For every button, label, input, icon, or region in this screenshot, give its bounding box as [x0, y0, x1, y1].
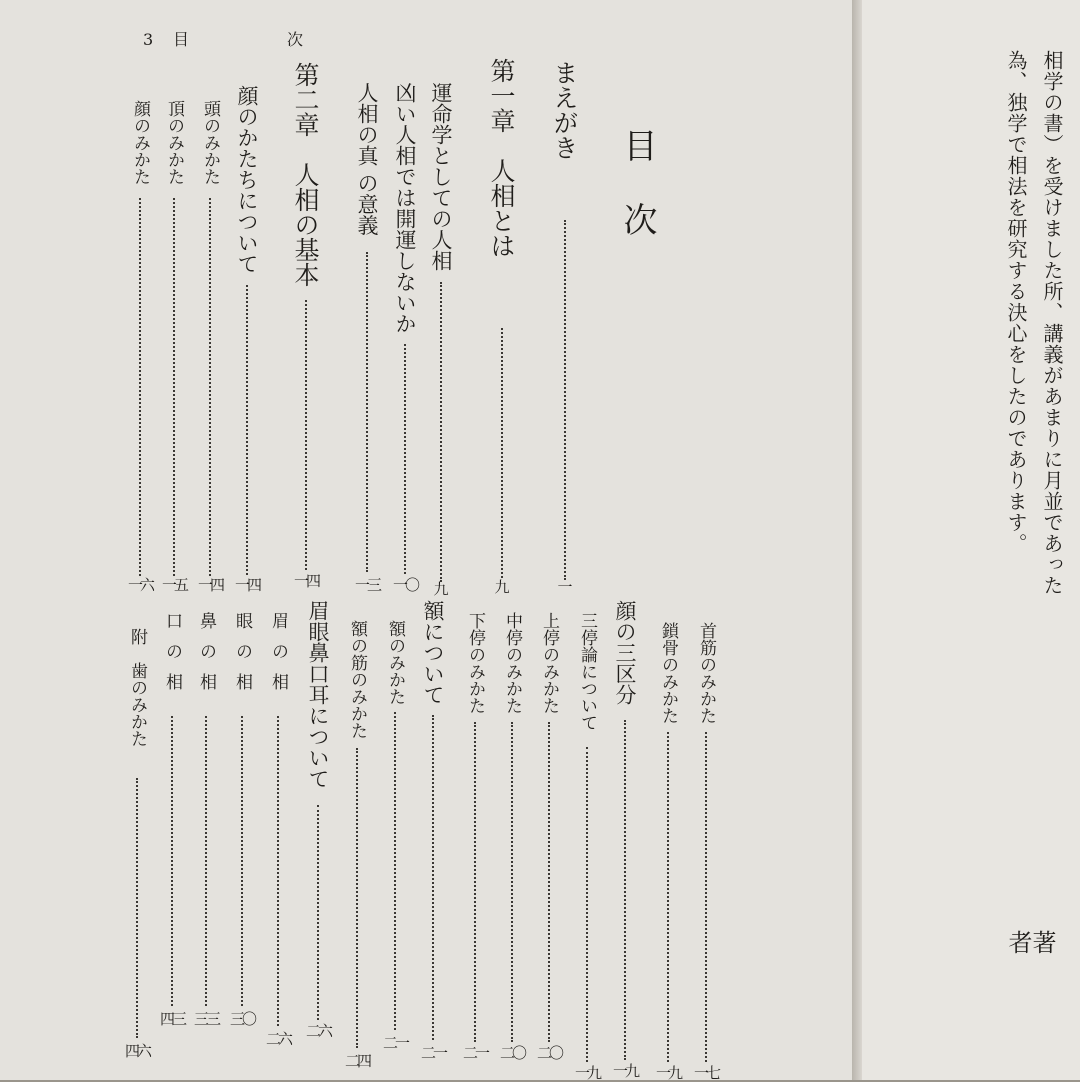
toc-page: 三三 — [194, 1010, 219, 1028]
toc-page: 一四 — [198, 576, 223, 594]
toc-title: 三停論について — [577, 612, 597, 731]
dot-leader — [667, 732, 669, 1062]
toc-page: 一〇 — [392, 576, 417, 594]
toc-title: 鼻 の 相 — [196, 612, 216, 694]
dot-leader — [432, 715, 434, 1040]
preface-line-1: 相学の書）を受けました所、講義があまりに月並であった — [1040, 50, 1064, 596]
toc-page: 九 — [433, 580, 449, 598]
dot-leader — [173, 198, 175, 576]
toc-title: 頂のみかた — [164, 100, 184, 185]
toc-title: 眼 の 相 — [232, 612, 252, 694]
dot-leader — [564, 220, 566, 580]
toc-page: 二〇 — [500, 1044, 525, 1062]
dot-leader — [205, 716, 207, 1006]
toc-entry — [575, 612, 599, 1080]
toc-entry — [125, 628, 149, 1080]
dot-leader — [474, 722, 476, 1042]
toc-title: 上停のみかた — [539, 612, 559, 714]
toc-page: 二四 — [345, 1052, 370, 1070]
running-header: 目 次 — [173, 30, 326, 49]
toc-page: 一 — [557, 578, 573, 596]
dot-leader — [136, 778, 138, 1038]
toc-title: 附 歯のみかた — [127, 628, 147, 747]
toc-entry — [290, 62, 322, 590]
book-gutter — [852, 0, 862, 1080]
toc-title: 人相の真 の意義 — [355, 82, 379, 236]
toc-entry — [550, 60, 580, 596]
toc-page: 一三 — [354, 576, 379, 594]
toc-entry — [194, 612, 218, 1080]
toc-title: 頭のみかた — [200, 100, 220, 185]
toc-page: 一九 — [656, 1064, 681, 1082]
toc-title: 顔の三区分 — [613, 600, 637, 705]
toc-title: 眉 の 相 — [268, 612, 288, 694]
toc-entry — [305, 600, 331, 1080]
dot-leader — [356, 748, 358, 1048]
toc-page: 二一 — [463, 1044, 488, 1062]
dot-leader — [624, 720, 626, 1060]
toc-entry — [128, 100, 153, 594]
toc-page: 一四 — [234, 576, 259, 594]
toc-title: 運命学としての人相 — [429, 82, 453, 271]
toc-title: 凶い人相では開運しないか — [393, 82, 417, 334]
toc-entry — [486, 58, 518, 596]
dot-leader — [548, 722, 550, 1042]
toc-entry — [345, 620, 369, 1080]
toc-entry — [428, 82, 454, 598]
toc-entry — [694, 622, 718, 1080]
toc-entry — [160, 612, 184, 1080]
toc-entry — [354, 82, 380, 594]
toc-page: 四六 — [125, 1042, 150, 1060]
toc-entry — [537, 612, 561, 1080]
dot-leader — [139, 198, 141, 576]
toc-title: 顔のみかた — [130, 100, 150, 185]
author-signature: 著者 — [1004, 930, 1056, 1014]
toc-title: 下停のみかた — [465, 612, 485, 714]
toc-page: 二一 — [383, 1034, 408, 1052]
dot-leader — [440, 282, 442, 582]
dot-leader — [586, 747, 588, 1062]
dot-leader — [705, 732, 707, 1062]
dot-leader — [277, 716, 279, 1026]
toc-title: 顔のかたちについて — [235, 85, 259, 274]
dot-leader — [209, 198, 211, 576]
toc-title: まえがき — [550, 60, 579, 160]
page-title: 目次 — [617, 128, 657, 276]
toc-page: 四三 — [160, 1010, 185, 1028]
toc-entry — [656, 622, 680, 1080]
toc-entry — [612, 600, 638, 1080]
dot-leader — [366, 252, 368, 572]
toc-page: 二六 — [266, 1030, 291, 1048]
page-number: 3 — [143, 30, 154, 49]
toc-entry — [500, 612, 524, 1080]
toc-title: 鎖骨のみかた — [658, 622, 678, 724]
toc-page: 一七 — [694, 1064, 719, 1082]
dot-leader — [171, 716, 173, 1006]
toc-entry — [392, 82, 418, 594]
toc-page: 二〇 — [537, 1044, 562, 1062]
toc-entry — [230, 612, 254, 1080]
dot-leader — [404, 344, 406, 574]
dot-leader — [394, 712, 396, 1030]
toc-title: 第二章 人相の基本 — [291, 62, 320, 287]
toc-entry — [234, 85, 260, 594]
toc-page: 一九 — [575, 1064, 600, 1082]
toc-title: 額のみかた — [385, 620, 405, 705]
toc-page: 三〇 — [230, 1010, 255, 1028]
toc-page: 二一 — [420, 1044, 445, 1062]
toc-title: 額について — [421, 600, 445, 705]
dot-leader — [501, 328, 503, 578]
toc-page: 一六 — [128, 576, 153, 594]
toc-title: 中停のみかた — [502, 612, 522, 714]
toc-title: 口 の 相 — [162, 612, 182, 694]
toc-title: 額の筋のみかた — [347, 620, 367, 739]
toc-entry — [383, 620, 407, 1080]
toc-page: 二六 — [305, 1022, 330, 1040]
dot-leader — [511, 722, 513, 1042]
toc-entry — [266, 612, 290, 1080]
toc-page: 一五 — [162, 576, 187, 594]
toc-page: 一九 — [612, 1062, 637, 1080]
toc-title: 首筋のみかた — [696, 622, 716, 724]
toc-page: 一四 — [293, 572, 318, 590]
toc-entry — [463, 612, 487, 1080]
dot-leader — [241, 716, 243, 1006]
dot-leader — [246, 285, 248, 575]
dot-leader — [305, 300, 307, 570]
toc-title: 眉眼鼻口耳について — [306, 600, 330, 789]
toc-entry — [162, 100, 187, 594]
toc-entry — [198, 100, 223, 594]
dot-leader — [317, 805, 319, 1020]
toc-entry — [420, 600, 446, 1080]
toc-page: 九 — [494, 578, 510, 596]
preface-line-2: 為、独学で相法を研究する決心をしたのであります。 — [1004, 50, 1028, 554]
toc-title: 第一章 人相とは — [487, 58, 516, 258]
